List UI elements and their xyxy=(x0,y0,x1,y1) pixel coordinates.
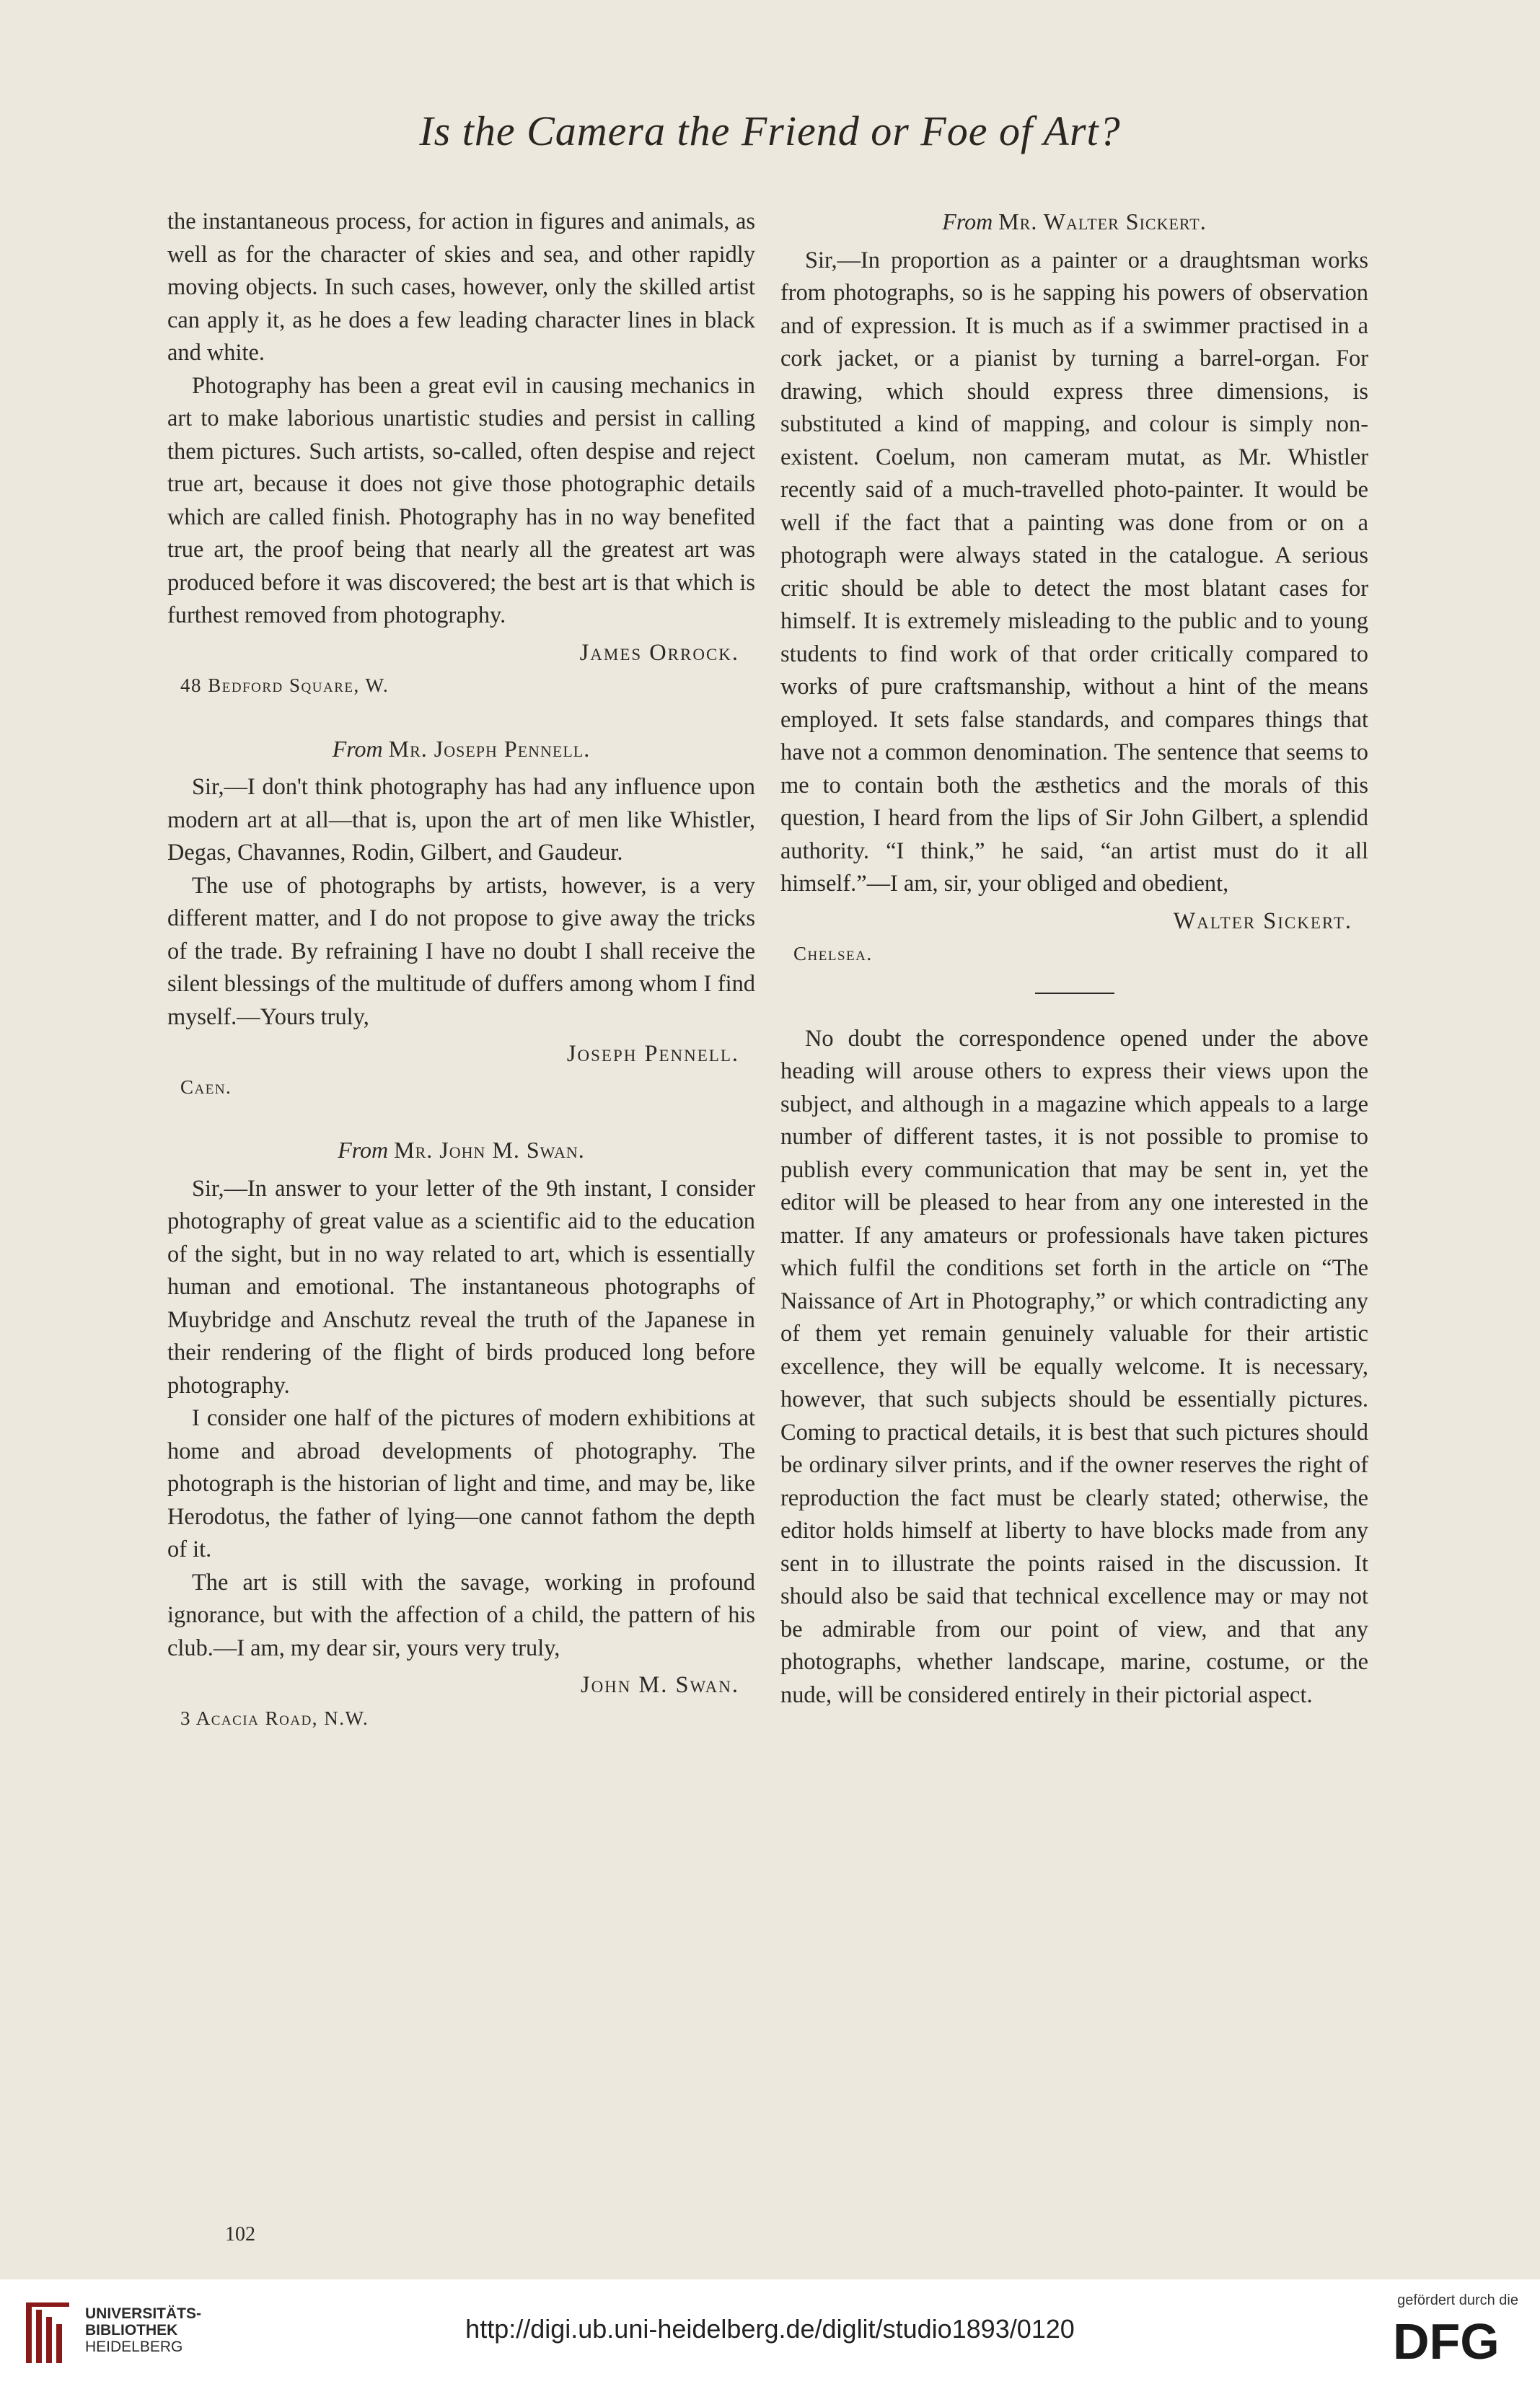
library-name-line: UNIVERSITÄTS- xyxy=(85,2305,202,2322)
letter-heading xyxy=(167,1134,755,1167)
dfg-logo-text: DFG xyxy=(1393,2314,1500,2365)
heading-author: Mr. Joseph Pennell. xyxy=(388,735,591,762)
body-paragraph: the instantaneous process, for action in figures and animals, as well as for the character of skies and sea, and other rapidly moving objects. In such cases, however, only the skilled artist can apply it, as he does a few leading character lines in black and white. xyxy=(167,208,755,366)
letter-signature: Joseph Pennell. xyxy=(566,1041,739,1067)
body-paragraph: Photography has been a great evil in causing mechanics in art to make laborious unartistic studies and persist in calling them pictures. Such artists, so-called, often despise and reject true art, because it does not give those photographic details which are called finish. Photography has in no way benefited true art, the proof being that nearly all the greatest art was produced before it was discovered; the best art is that which is furthest removed from photography. xyxy=(167,372,755,628)
left-column xyxy=(167,206,755,1735)
section-divider xyxy=(1035,993,1114,994)
body-paragraph: I consider one half of the pictures of modern exhibitions at home and abroad developments of photography. The photograph is the historian of light and time, and may be, like Herodotus, the father of lying—one cannot fathom the depth of it. xyxy=(167,1405,755,1562)
letter-signature: Walter Sickert. xyxy=(1173,907,1352,934)
library-name-line: BIBLIOTHEK xyxy=(85,2322,178,2339)
letter-address: 48 Bedford Square, W. xyxy=(180,674,390,696)
funding-note: gefördert durch die xyxy=(1397,2292,1518,2308)
heading-from: From xyxy=(338,1137,389,1163)
body-paragraph: Sir,—In answer to your letter of the 9th instant, I consider photography of great value as a scientific aid to the education of the sight, but in no way related to art, which is essentially human and emotional. The instantaneous photographs of Muybridge and Anschutz reveal the truth of the Japanese in their rendering of the flight of birds produced long before photography. xyxy=(167,1175,755,1399)
source-url-link[interactable]: http://digi.ub.uni-heidelberg.de/diglit/studio1893/0120 xyxy=(465,2314,1075,2344)
page-running-header: Is the Camera the Friend or Foe of Art? xyxy=(419,107,1121,154)
body-paragraph: The art is still with the savage, working in profound ignorance, but with the affection of a child, the pattern of his club.—I am, my dear sir, yours very truly, xyxy=(167,1569,755,1661)
body-paragraph: Sir,—I don't think photography has had any influence upon modern art at all—that is, upon the art of men like Whistler, Degas, Chavannes, Rodin, Gilbert, and Gaudeur. xyxy=(167,774,755,866)
letter-address: Chelsea. xyxy=(793,943,873,964)
letter-heading xyxy=(167,733,755,766)
heading-author: Mr. John M. Swan. xyxy=(394,1137,585,1163)
letter-address: Caen. xyxy=(180,1076,232,1098)
dfg-logo-icon xyxy=(1393,2314,1515,2365)
letter-signature: John M. Swan. xyxy=(580,1672,739,1698)
body-paragraph: Sir,—In proportion as a painter or a draughtsman works from photographs, so is he sapping his powers of observation and of expression. It is much as if a swimmer practised in a cork jacket, or a pianist by turning a barrel-organ. For drawing, which should express three dimensions, is substituted a kind of mapping, and colour is simply non-existent. Coelum, non cameram mutat, as Mr. Whistler recently said of a much-travelled photo-painter. It would be well if the fact that a painting was done from or on a photograph were always stated in the catalogue. A serious critic should be able to detect the most blatant cases for himself. It is extremely misleading to the public and to young students to find work of that order critically compared to works of pure craftsmanship, without a hint of the means employed. It sets false standards, and compares things that have not a common denomination. The sentence that seems to me to contain both the æsthetics and the morals of this question, I heard from the lips of Sir John Gilbert, a splendid authority. “I think,” he said, “an artist must do it all himself.”—I am, sir, your obliged and obedient, xyxy=(780,247,1368,897)
heading-author: Mr. Walter Sickert. xyxy=(998,208,1207,234)
letter-heading xyxy=(780,206,1368,239)
library-name-line: HEIDELBERG xyxy=(85,2339,183,2355)
heading-from: From xyxy=(942,208,993,234)
digitization-footer xyxy=(0,2279,1540,2384)
right-column xyxy=(780,206,1368,1712)
editor-note-paragraph: No doubt the correspondence opened under the above heading will arouse others to express their views upon the subject, and although in a magazine which appeals to a large number of different tastes, it is not possible to promise to publish every communication that may be sent in, yet the editor will be pleased to hear from any one interested in the matter. If any amateurs or professionals have taken pictures which fulfil the conditions set forth in the article on “The Naissance of Art in Photography,” or which contradicting any of them yet remain genuinely valuable for their artistic excellence, they will be equally welcome. It is necessary, however, that such subjects should be essentially pictures. Coming to practical details, it is best that such pictures should be ordinary silver prints, and if the owner reserves the right of reproduction the fact must be clearly stated; otherwise, the editor holds himself at liberty to have blocks made from any sent in to illustrate the points raised in the discussion. It should also be said that technical excellence may or may not be admirable from our point of view, and that any photographs, whether landscape, marine, costume, or the nude, will be considered entirely in their pictorial aspect. xyxy=(780,1025,1368,1708)
heading-from: From xyxy=(332,735,383,762)
body-paragraph: The use of photographs by artists, however, is a very different matter, and I do not propose to give away the tricks of the trade. By refraining I have no doubt I shall receive the silent blessings of the multitude of duffers among whom I find myself.—Yours truly, xyxy=(167,872,755,1030)
letter-address: 3 Acacia Road, N.W. xyxy=(180,1707,369,1729)
letter-signature: James Orrock. xyxy=(579,639,739,666)
page-number: 102 xyxy=(225,2223,255,2246)
